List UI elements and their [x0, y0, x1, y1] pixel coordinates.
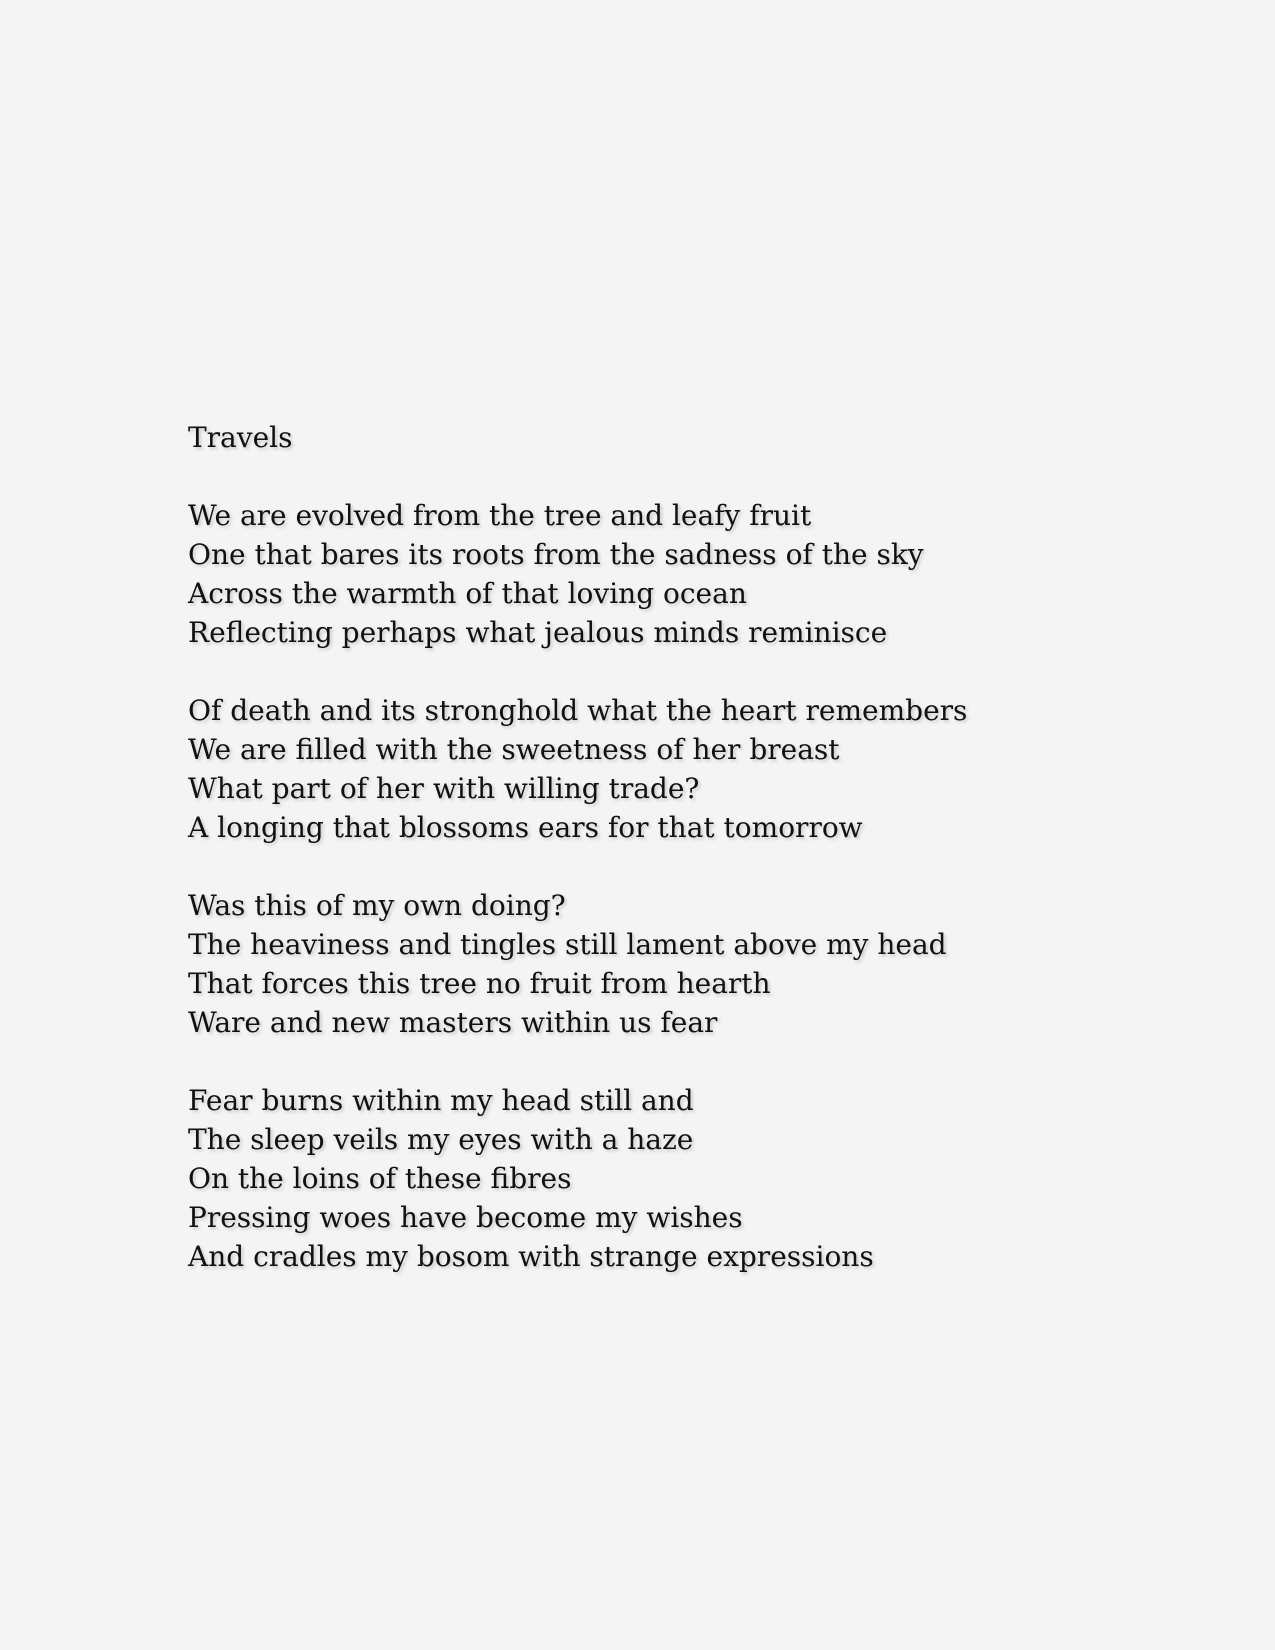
poem: [188, 418, 1088, 1315]
poem-line: That forces this tree no fruit from hearth: [188, 967, 771, 1000]
poem-line: One that bares its roots from the sadness of the sky: [188, 538, 924, 571]
poem-line: Reflecting perhaps what jealous minds reminisce: [188, 616, 888, 649]
stanza-2: [188, 691, 1088, 847]
poem-line: Ware and new masters within us fear: [188, 1006, 718, 1039]
stanza-1: [188, 496, 1088, 652]
poem-line: The heaviness and tingles still lament above my head: [188, 928, 947, 961]
poem-line: We are filled with the sweetness of her breast: [188, 733, 840, 766]
poem-line: What part of her with willing trade?: [188, 772, 700, 805]
poem-line: We are evolved from the tree and leafy fruit: [188, 499, 812, 532]
poem-line: Across the warmth of that loving ocean: [188, 577, 747, 610]
poem-line: A longing that blossoms ears for that tomorrow: [188, 811, 863, 844]
poem-line: The sleep veils my eyes with a haze: [188, 1123, 694, 1156]
poem-line: On the loins of these fibres: [188, 1162, 572, 1195]
stanza-4: [188, 1081, 1088, 1276]
poem-line: Fear burns within my head still and: [188, 1084, 694, 1117]
poem-title: Travels: [188, 421, 293, 454]
poem-line: Pressing woes have become my wishes: [188, 1201, 743, 1234]
poem-line: Was this of my own doing?: [188, 889, 566, 922]
stanza-3: [188, 886, 1088, 1042]
poem-line: And cradles my bosom with strange expressions: [188, 1240, 874, 1273]
poem-line: Of death and its stronghold what the heart remembers: [188, 694, 968, 727]
